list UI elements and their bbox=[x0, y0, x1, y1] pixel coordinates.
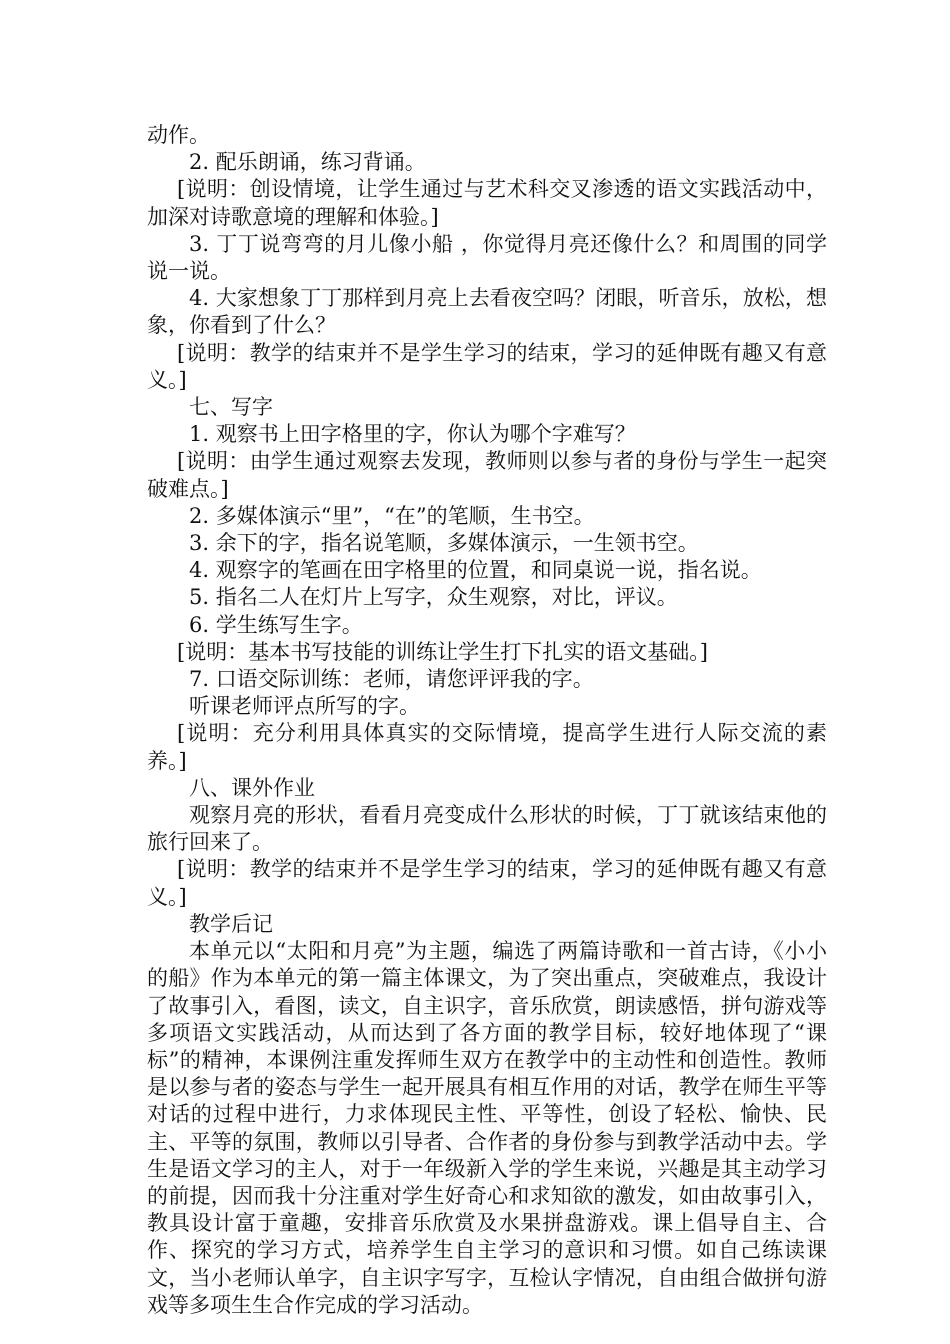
section-heading-homework: 八、课外作业 bbox=[189, 775, 315, 800]
paragraph-note: [说明：教学的结束并不是学生学习的结束，学习的延伸既有趣又有意义。] bbox=[147, 340, 827, 392]
paragraph-body: 本单元以“太阳和月亮”为主题，编选了两篇诗歌和一首古诗，《小小的船》作为本单元的第一篇主体课文，为了突出重点，突破难点，我设计了故事引入，看图，读文，自主识字，音乐欣赏，朗读感悟，拼句游戏等多项语文实践活动，从而达到了各方面的教学目标，较好地体现了“课标”的精神，本课例注重发挥师生双方在教学中的主动性和创造性。教师是以参与者的姿态与学生一起开展具有相互作用的对话，教学在师生平等对话的过程中进行，力求体现民主性、平等性，创设了轻松、愉快、民主、平等的氛围，教师以引导者、合作者的身份参与到教学活动中去。学生是语文学习的主人，对于一年级新入学的学生来说，兴趣是其主动学习的前提，因而我十分注重对学生好奇心和求知欲的激发，如由故事引入，教具设计富于童趣，安排音乐欣赏及水果拼盘游戏。课上倡导自主、合作、探究的学习方式，培养学生自主学习的意识和习惯。如自己练读课文，当小老师认单字，自主识字写字，互检认字情况，自由组合做拼句游戏等多项生生合作完成的学习活动。 bbox=[147, 939, 827, 1317]
paragraph-step: 1. 观察书上田字格里的字，你认为哪个字难写？ bbox=[189, 422, 636, 447]
section-heading-postscript: 教学后记 bbox=[189, 911, 273, 936]
paragraph-note: [说明：基本书写技能的训练让学生打下扎实的语文基础。] bbox=[177, 639, 708, 664]
paragraph-note: [说明：充分利用具体真实的交际情境，提高学生进行人际交流的素养。] bbox=[147, 721, 827, 773]
paragraph-step: 观察月亮的形状，看看月亮变成什么形状的时候，丁丁就该结束他的旅行回来了。 bbox=[147, 803, 827, 855]
paragraph-continuation: 动作。 bbox=[147, 123, 210, 147]
paragraph-step: 听课老师评点所写的字。 bbox=[189, 694, 420, 719]
paragraph-step: 3. 余下的字，指名说笔顺，多媒体演示，一生领书空。 bbox=[189, 531, 699, 556]
paragraph-step: 7. 口语交际训练：老师，请您评评我的字。 bbox=[189, 667, 594, 692]
paragraph-step: 5. 指名二人在灯片上写字，众生观察，对比，评议。 bbox=[189, 585, 678, 610]
section-heading-writing: 七、写字 bbox=[189, 395, 273, 420]
paragraph-step: 4. 观察字的笔画在田字格里的位置，和同桌说一说，指名说。 bbox=[189, 558, 762, 583]
paragraph-step: 4. 大家想象丁丁那样到月亮上去看夜空吗？闭眼，听音乐，放松，想象，你看到了什么？ bbox=[147, 286, 827, 338]
paragraph-step: 3. 丁丁说弯弯的月儿像小船 ，你觉得月亮还像什么？和周围的同学说一说。 bbox=[147, 231, 827, 284]
document-text-body bbox=[147, 122, 827, 1319]
paragraph-note: [说明：教学的结束并不是学生学习的结束，学习的延伸既有趣又有意义。] bbox=[147, 857, 827, 909]
paragraph-step: 6. 学生练写生字。 bbox=[189, 612, 363, 637]
paragraph-note: [说明：由学生通过观察去发现，教师则以参与者的身份与学生一起突破难点。] bbox=[147, 449, 827, 501]
paragraph-step: 2. 多媒体演示“里”，“在”的笔顺，生书空。 bbox=[189, 503, 595, 528]
paragraph-step: 2. 配乐朗诵，练习背诵。 bbox=[189, 150, 426, 175]
paragraph-note: [说明：创设情境，让学生通过与艺术科交叉渗透的语文实践活动中，加深对诗歌意境的理解和体验。] bbox=[147, 177, 827, 229]
